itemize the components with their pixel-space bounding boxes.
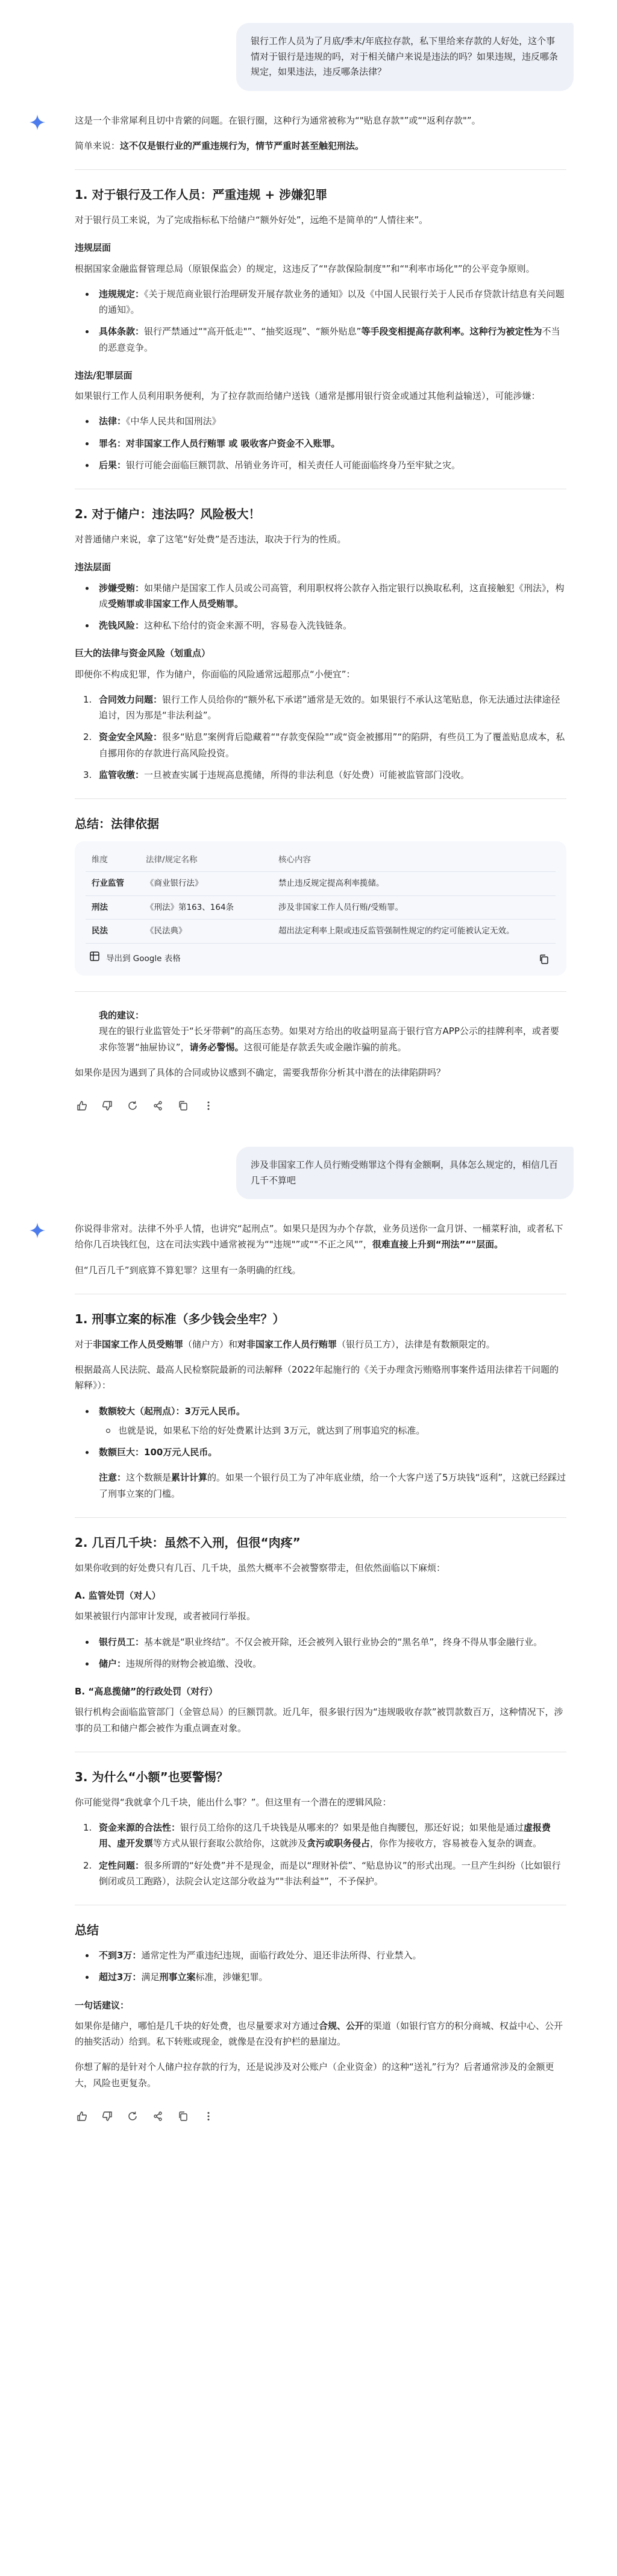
user-message-row — [0, 1113, 617, 1199]
table-header: 维度 — [86, 850, 140, 871]
list-item: 具体条款：银行严禁通过“"高开低走"”、“抽奖返现”、“额外贴息”等手段变相提高存款利率。这种行为被定性为不当的恶意竞争。 — [75, 324, 566, 356]
table-row — [86, 920, 556, 944]
table-cell: 涉及非国家工作人员行贿/受贿罪。 — [272, 895, 556, 920]
paragraph: 即便你不构成犯罪，作为储户，你面临的风险通常远超那点“小便宜”： — [75, 668, 355, 680]
response-actions — [75, 1090, 566, 1113]
bullet-list — [75, 286, 566, 356]
section-lead: 对普通储户来说，拿了这笔“好处费”是否违法，取决于行为的性质。 — [75, 534, 346, 545]
list-item: 银行员工：基本就是“职业终结”。不仅会被开除，还会被列入银行业协会的“黑名单”，终身不得从事金融行业。 — [75, 1634, 566, 1650]
table-cell: 《民法典》 — [140, 920, 272, 944]
list-item: 3. 监管收缴：一旦被查实属于违规高息揽储，所得的非法利息（好处费）可能被监管部门没收。 — [83, 769, 470, 780]
divider — [75, 798, 566, 799]
table-footer — [86, 944, 556, 968]
divider — [75, 991, 566, 992]
assistant-message-row — [0, 91, 617, 1114]
user-message-bubble: 银行工作人员为了月底/季末/年底拉存款，私下里给来存款的人好处，这个事情对于银行是违规的吗，对于相关储户来说是违法的吗？如果违规，违反哪条规定，如果违法，违反哪条法律？ — [236, 23, 574, 91]
section-title: 总结 — [75, 1923, 99, 1938]
section-title: 1. 对于银行及工作人员：严重违规 + 涉嫌犯罪 — [75, 187, 328, 202]
law-table — [86, 850, 556, 944]
thumbs-up-icon[interactable] — [75, 2109, 89, 2123]
copy-table-icon[interactable] — [536, 951, 552, 967]
bullet-list — [75, 413, 566, 473]
section-title: 2. 几百几千块：虽然不入刑，但很“肉疼” — [75, 1535, 301, 1550]
table-cell: 刑法 — [86, 895, 140, 920]
intro-summary: 简单来说：这不仅是银行业的严重违规行为，情节严重时甚至触犯刑法。 — [75, 140, 365, 151]
table-header-row — [86, 850, 556, 871]
retry-icon[interactable] — [125, 2109, 140, 2123]
list-item: 法律：《中华人民共和国刑法》 — [75, 413, 566, 429]
share-icon[interactable] — [151, 1098, 165, 1113]
list-item: 后果：银行可能会面临巨额罚款、吊销业务许可，相关责任人可能面临终身乃至牢狱之灾。 — [75, 457, 566, 473]
assistant-message-row — [0, 1199, 617, 2123]
paragraph: 根据国家金融监督管理总局（原银保监会）的规定，这违反了“"存款保险制度"”和“"利率市场化"”的公平竞争原则。 — [75, 263, 535, 274]
gemini-sparkle-icon — [29, 1221, 48, 2123]
list-item: 1. 资金来源的合法性：银行员工给你的这几千块钱是从哪来的？如果是他自掏腰包，那还好说；如果他是通过虚报费用、虚开发票等方式从银行套取公款给你，这就涉及贪污或职务侵占，你作为接收方，容易被卷入复杂的调查。 — [83, 1822, 551, 1849]
sheets-icon — [89, 951, 100, 967]
sub-list — [99, 1423, 566, 1438]
table-header: 核心内容 — [272, 850, 556, 871]
thumbs-down-icon[interactable] — [100, 2109, 114, 2123]
share-icon[interactable] — [151, 2109, 165, 2123]
subsection-title: 违规层面 — [75, 242, 111, 254]
section-lead: 你可能觉得“我就拿个几千块，能出什么事？”。但这里有一个潜在的逻辑风险： — [75, 1796, 392, 1808]
list-item: 2. 资金安全风险：很多“贴息”案例背后隐藏着“"存款变保险"”或“资金被挪用”“的陷阱，有些员工为了覆盖贴息成本，私自挪用你的存款进行高风险投资。 — [83, 732, 565, 759]
table-cell: 《商业银行法》 — [140, 871, 272, 895]
paragraph: 如果被银行内部审计发现，或者被同行举报。 — [75, 1611, 256, 1622]
list-item: 洗钱风险：这种私下给付的资金来源不明，容易卷入洗钱链条。 — [75, 618, 566, 633]
table-row — [86, 895, 556, 920]
note-text: 注意：这个数额是累计计算的。如果一个银行员工为了冲年底业绩，给一个大客户送了5万块钱“返利”，这就已经踩过了刑事立案的门槛。 — [99, 1472, 566, 1499]
advice-text: 现在的银行业监管处于“长牙带刺”的高压态势。如果对方给出的收益明显高于银行官方APP公示的挂牌利率，或者要求你签署“抽屉协议”，请务必警惕。这很可能是存款丢失或金融诈骗的前兆。 — [99, 1026, 559, 1053]
subsection-title: B. “高息揽储”的行政处罚（对行） — [75, 1686, 218, 1697]
section-title: 2. 对于储户：违法吗？风险极大！ — [75, 507, 261, 521]
note-block — [75, 1470, 566, 1502]
table-row — [86, 871, 556, 895]
intro-text: 但“几百几千”到底算不算犯罪？这里有一条明确的红线。 — [75, 1264, 301, 1276]
table-cell: 《刑法》第163、164条 — [140, 895, 272, 920]
divider — [75, 1517, 566, 1518]
subsection-title: 违法/犯罪层面 — [75, 369, 133, 381]
section-lead: 对于非国家工作人员受贿罪（储户方）和对非国家工作人员行贿罪（银行员工方），法律是有数额限定的。 — [75, 1338, 495, 1350]
table-cell: 行业监管 — [86, 871, 140, 895]
list-item: 也就是说，如果私下给的好处费累计达到 3万元，就达到了刑事追究的标准。 — [99, 1423, 566, 1438]
bullet-list — [75, 1634, 566, 1672]
subsection-title: 违法层面 — [75, 562, 111, 573]
gemini-sparkle-icon — [29, 113, 48, 1114]
section-title: 3. 为什么“小额”也要警惕？ — [75, 1769, 228, 1784]
intro-text: 你说得非常对。法律不外乎人情，也讲究“起刑点”。如果只是因为办个存款，业务员送你一盒月饼、一桶菜籽油，或者私下给你几百块钱红包，这在司法实践中通常被视为“"违规"”或“"不正之风"”，很难直接上升到“刑法”“"层面。 — [75, 1223, 563, 1250]
numbered-list — [75, 692, 566, 783]
user-message-row — [0, 0, 617, 91]
divider — [75, 169, 566, 170]
more-icon[interactable] — [201, 2109, 216, 2123]
advice-block — [75, 1008, 566, 1055]
paragraph: 如果银行工作人员利用职务便利，为了拉存款而给储户送钱（通常是挪用银行资金或通过其他利益输送），可能涉嫌： — [75, 390, 540, 401]
list-item: 超过3万：满足刑事立案标准，涉嫌犯罪。 — [75, 1969, 566, 1985]
list-item: 涉嫌受贿：如果储户是国家工作人员或公司高管，利用职权将公款存入指定银行以换取私利，这直接触犯《刑法》，构成受贿罪或非国家工作人员受贿罪。 — [75, 580, 566, 612]
section-lead: 如果你收到的好处费只有几百、几千块，虽然大概率不会被警察带走，但依然面临以下麻烦： — [75, 1562, 446, 1573]
advice-title: 我的建议： — [99, 1010, 145, 1021]
list-item: 不到3万：通常定性为严重违纪违规，面临行政处分、退还非法所得、行业禁入。 — [75, 1948, 566, 1963]
subsection-title: 一句话建议： — [75, 1999, 130, 2011]
list-item: 罪名：对非国家工作人员行贿罪 或 吸收客户资金不入账罪。 — [75, 436, 566, 451]
export-to-sheets-button[interactable] — [89, 951, 181, 967]
section-title: 1. 刑事立案的标准（多少钱会坐牢？） — [75, 1311, 285, 1326]
paragraph: 银行机构会面临监管部门（金管总局）的巨额罚款。近几年，很多银行因为“违规吸收存款”被罚款数百万，这种情况下，涉事的员工和储户都会被作为重点调查对象。 — [75, 1706, 563, 1734]
table-cell: 民法 — [86, 920, 140, 944]
list-item: 2. 定性问题：很多所谓的“好处费”并不是现金，而是以“理财补偿”、“贴息协议”的形式出现。一旦产生纠纷（比如银行倒闭或员工跑路），法院会认定这部分收益为“"非法利益"”，不予保护。 — [83, 1860, 561, 1887]
paragraph: 如果你是储户，哪怕是几千块的好处费，也尽量要求对方通过合规、公开的渠道（如银行官方的积分商城、权益中心、公开的抽奖活动）给到。私下转账或现金，就像是在没有护栏的悬崖边。 — [75, 2020, 563, 2048]
bullet-list — [75, 1403, 566, 1461]
retry-icon[interactable] — [125, 1098, 140, 1113]
list-item: 数额巨大：100万元人民币。 — [75, 1444, 566, 1460]
law-table-card — [75, 841, 566, 976]
subsection-title: 巨大的法律与资金风险（划重点） — [75, 648, 211, 659]
response-actions — [75, 2101, 566, 2123]
subsection-title: A. 监管处罚（对人） — [75, 1590, 161, 1602]
copy-icon[interactable] — [176, 1098, 190, 1113]
thumbs-up-icon[interactable] — [75, 1098, 89, 1113]
copy-icon[interactable] — [176, 2109, 190, 2123]
section-title: 总结：法律依据 — [75, 816, 159, 831]
table-cell: 超出法定利率上限或违反监管强制性规定的约定可能被认定无效。 — [272, 920, 556, 944]
table-header: 法律/规定名称 — [140, 850, 272, 871]
closing-question: 如果你是因为遇到了具体的合同或协议感到不确定，需要我帮你分析其中潜在的法律陷阱吗？ — [75, 1067, 446, 1078]
assistant-message-body — [48, 1221, 566, 2123]
bullet-list — [75, 1948, 566, 1985]
list-item: 1. 合同效力问题：银行工作人员给你的“额外私下承诺”通常是无效的。如果银行不承认这笔贴息，你无法通过法律途径追讨，因为那是“非法利益”。 — [83, 694, 560, 721]
list-item: 违规规定：《关于规范商业银行治理研发开展存款业务的通知》以及《中国人民银行关于人民币存贷款计结息有关问题的通知》。 — [75, 286, 566, 318]
closing-question: 你想了解的是针对个人储户拉存款的行为，还是说涉及对公账户（企业资金）的这种“送礼”行为？后者通常涉及的金额更大，风险也更复杂。 — [75, 2061, 554, 2089]
export-label: 导出到 Google 表格 — [106, 953, 181, 964]
table-cell: 禁止违反规定提高利率揽储。 — [272, 871, 556, 895]
section-lead: 对于银行员工来说，为了完成指标私下给储户“额外好处”，远绝不是简单的“人情往来”。 — [75, 215, 428, 225]
assistant-message-body — [48, 113, 566, 1114]
user-message-bubble: 涉及非国家工作人员行贿受贿罪这个得有金额啊，具体怎么规定的，相信几百几千不算吧 — [236, 1147, 574, 1199]
list-item: 数额较大（起刑点）：3万元人民币。 也就是说，如果私下给的好处费累计达到 3万元，就达到了刑事追究的标准。 — [75, 1403, 566, 1439]
more-icon[interactable] — [201, 1098, 216, 1113]
thumbs-down-icon[interactable] — [100, 1098, 114, 1113]
paragraph: 根据最高人民法院、最高人民检察院最新的司法解释（2022年起施行的《关于办理贪污贿赂刑事案件适用法律若干问题的解释》）： — [75, 1364, 559, 1391]
numbered-list — [75, 1820, 566, 1889]
intro-text: 这是一个非常犀利且切中肯綮的问题。在银行圈，这种行为通常被称为“"贴息存款"”或“"返利存款"”。 — [75, 114, 481, 126]
bullet-list — [75, 580, 566, 634]
list-item: 储户：违规所得的财物会被追缴、没收。 — [75, 1656, 566, 1672]
